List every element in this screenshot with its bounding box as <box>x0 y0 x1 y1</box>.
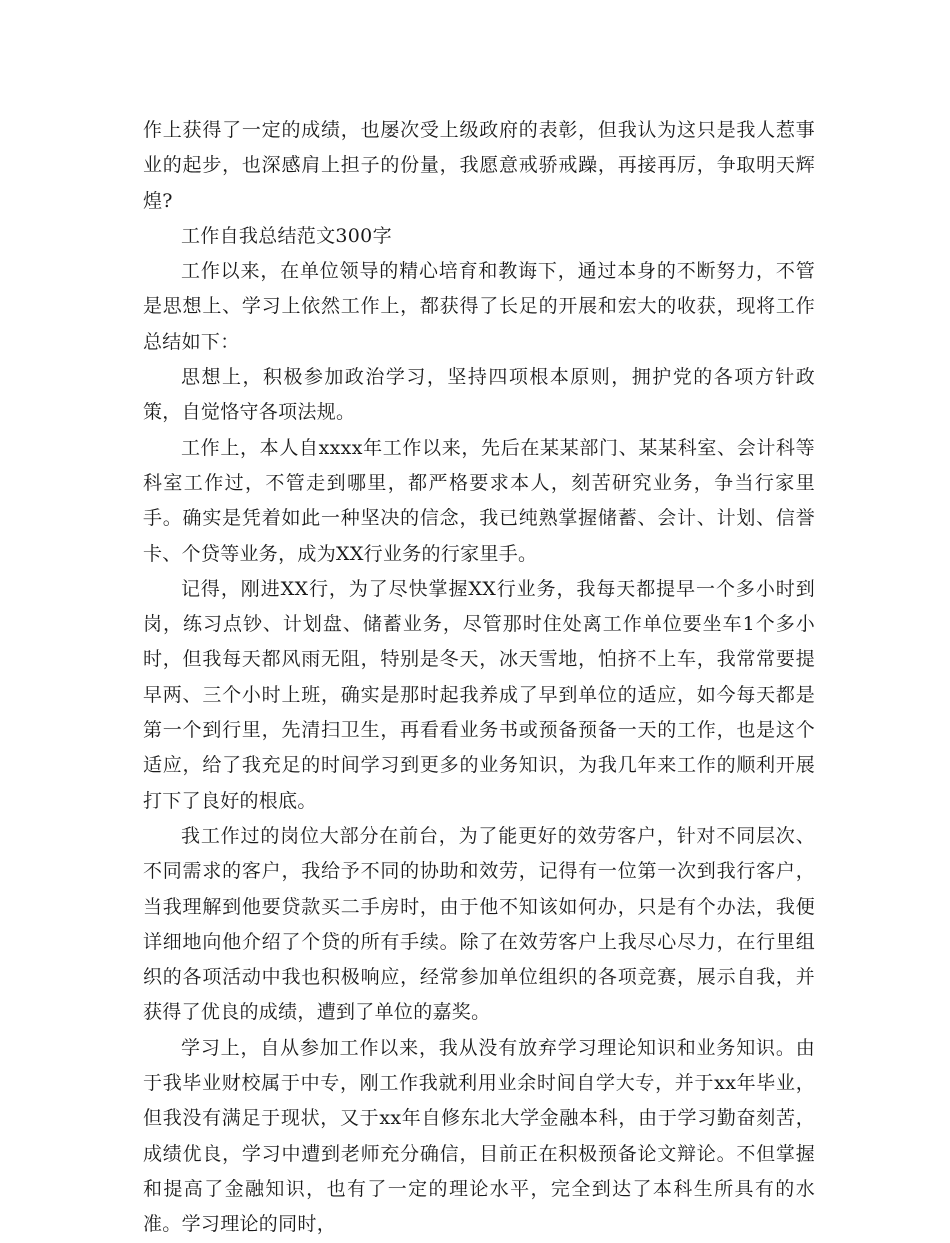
paragraph-work: 工作上，本人自xxxx年工作以来，先后在某某部门、某某科室、会计科等科室工作过，不管走到哪里，都严格要求本人，刻苦研究业务，争当行家里手。确实是凭着如此一种坚决的信念，我已纯熟掌握储蓄、会计、计划、信誉卡、个贷等业务，成为XX行业务的行家里手。 <box>143 436 815 565</box>
paragraph-thought: 思想上，积极参加政治学习，坚持四项根本原则，拥护党的各项方针政策，自觉恪守各项法规。 <box>143 366 815 424</box>
paragraph-service: 我工作过的岗位大部分在前台，为了能更好的效劳客户，针对不同层次、不同需求的客户，我给予不同的协助和效劳，记得有一位第一次到我行客户，当我理解到他要贷款买二手房时，由于他不知该如何办，只是有个办法，我便详细地向他介绍了个贷的所有手续。除了在效劳客户上我尽心尽力，在行里组织的各项活动中我也积极响应，经常参加单位组织的各项竞赛，展示自我，并获得了优良的成绩，遭到了单位的嘉奖。 <box>143 824 815 1024</box>
paragraph-intro: 工作以来，在单位领导的精心培育和教诲下，通过本身的不断努力，不管是思想上、学习上依然工作上，都获得了长足的开展和宏大的收获，现将工作总结如下： <box>143 260 815 353</box>
paragraph-study: 学习上，自从参加工作以来，我从没有放弃学习理论知识和业务知识。由于我毕业财校属于中专，刚工作我就利用业余时间自学大专，并于xx年毕业，但我没有满足于现状，又于xx年自修东北大学金融本科，由于学习勤奋刻苦，成绩优良，学习中遭到老师充分确信，目前正在积极预备论文辩论。不但掌握和提高了金融知识，也有了一定的理论水平，完全到达了本科生所具有的水准。学习理论的同时， <box>143 1036 815 1236</box>
document-body <box>143 113 815 1243</box>
section-heading: 工作自我总结范文300字 <box>181 224 392 247</box>
paragraph-continued: 作上获得了一定的成绩，也屡次受上级政府的表彰，但我认为这只是我人惹事业的起步，也深感肩上担子的份量，我愿意戒骄戒躁，再接再厉，争取明天辉煌? <box>143 119 815 212</box>
paragraph-memory: 记得，刚进XX行，为了尽快掌握XX行业务，我每天都提早一个多小时到岗，练习点钞、计划盘、储蓄业务，尽管那时住处离工作单位要坐车1个多小时，但我每天都风雨无阻，特别是冬天，冰天雪地，怕挤不上车，我常常要提早两、三个小时上班，确实是那时起我养成了早到单位的适应，如今每天都是第一个到行里，先清扫卫生，再看看业务书或预备预备一天的工作，也是这个适应，给了我充足的时间学习到更多的业务知识，为我几年来工作的顺利开展打下了良好的根底。 <box>143 577 815 812</box>
